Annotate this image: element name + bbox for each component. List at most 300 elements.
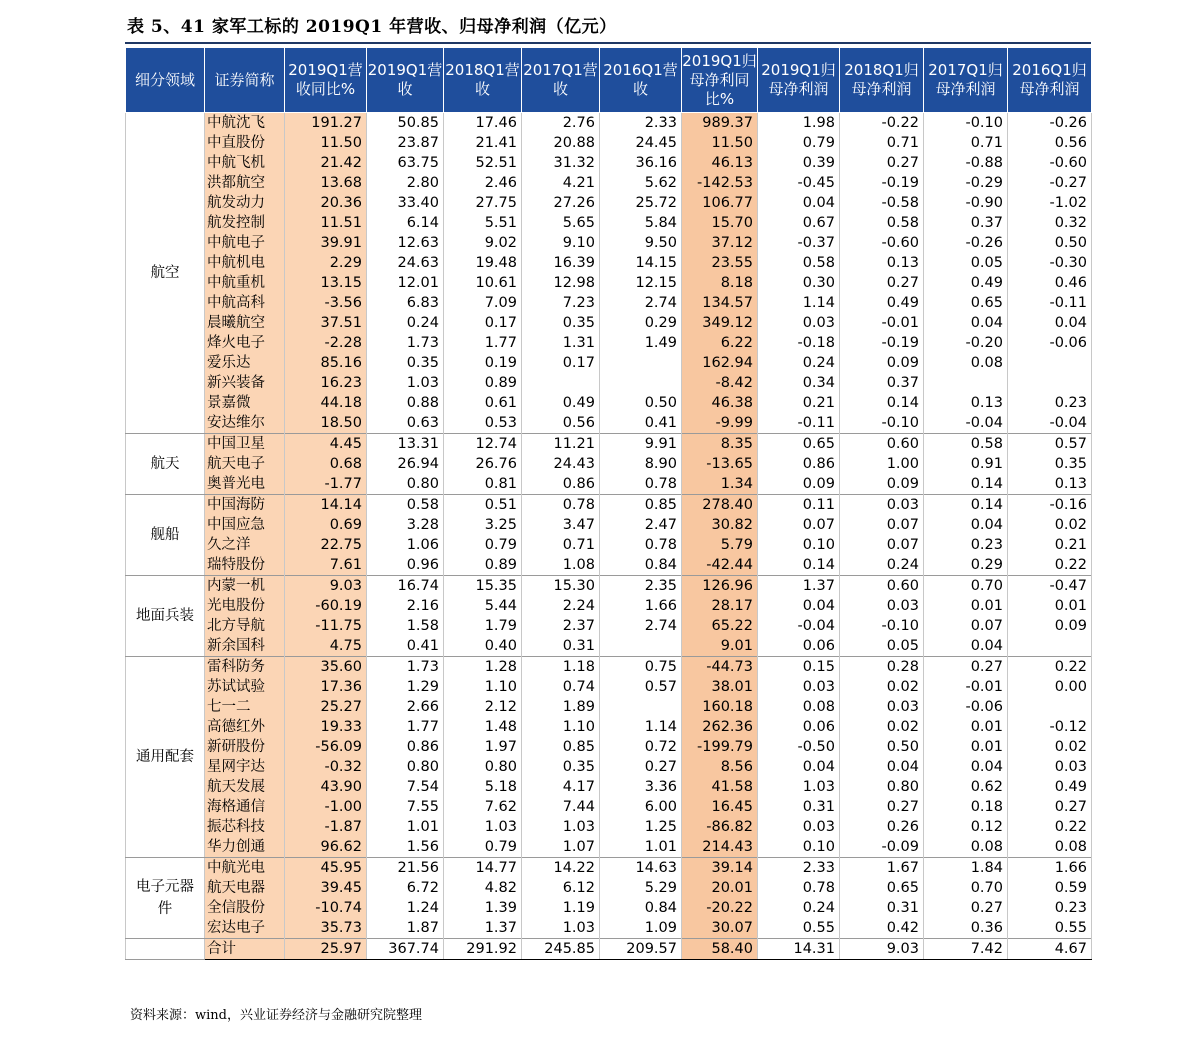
value-cell: -0.10 xyxy=(840,616,924,636)
value-cell: -20.22 xyxy=(682,898,758,918)
value-cell: -9.99 xyxy=(682,413,758,434)
table-row xyxy=(126,737,1092,757)
table-row xyxy=(126,193,1092,213)
total-label: 合计 xyxy=(205,939,285,960)
table-row xyxy=(126,233,1092,253)
security-name: 海格通信 xyxy=(205,797,285,817)
value-cell: 0.06 xyxy=(758,636,840,657)
value-cell: 0.07 xyxy=(758,515,840,535)
value-cell: 0.34 xyxy=(758,373,840,393)
value-cell: 14.14 xyxy=(285,495,367,516)
value-cell: 0.65 xyxy=(840,878,924,898)
value-cell: -0.19 xyxy=(840,173,924,193)
security-name: 新余国科 xyxy=(205,636,285,657)
value-cell: 0.31 xyxy=(522,636,600,657)
value-cell: 8.90 xyxy=(600,454,682,474)
value-cell: 0.70 xyxy=(924,878,1008,898)
value-cell: 12.01 xyxy=(367,273,444,293)
security-name: 全信股份 xyxy=(205,898,285,918)
value-cell: 38.01 xyxy=(682,677,758,697)
value-cell: 2.33 xyxy=(600,113,682,134)
value-cell: 20.36 xyxy=(285,193,367,213)
table-row xyxy=(126,273,1092,293)
financial-table xyxy=(125,47,1092,960)
value-cell: 0.03 xyxy=(840,697,924,717)
value-cell: 4.17 xyxy=(522,777,600,797)
value-cell: 26.94 xyxy=(367,454,444,474)
security-name: 爱乐达 xyxy=(205,353,285,373)
value-cell: 14.22 xyxy=(522,858,600,879)
value-cell: -0.60 xyxy=(1008,153,1092,173)
value-cell: 1.09 xyxy=(600,918,682,939)
value-cell: 278.40 xyxy=(682,495,758,516)
value-cell: 0.80 xyxy=(367,474,444,495)
value-cell: -0.90 xyxy=(924,193,1008,213)
table-row xyxy=(126,777,1092,797)
table-row xyxy=(126,133,1092,153)
value-cell: 0.04 xyxy=(1008,313,1092,333)
value-cell: 0.18 xyxy=(924,797,1008,817)
value-cell: 0.36 xyxy=(924,918,1008,939)
value-cell: 0.19 xyxy=(444,353,522,373)
value-cell: 14.63 xyxy=(600,858,682,879)
table-row xyxy=(126,113,1092,134)
value-cell: -0.20 xyxy=(924,333,1008,353)
value-cell: 25.72 xyxy=(600,193,682,213)
value-cell: 0.01 xyxy=(1008,596,1092,616)
value-cell: 1.03 xyxy=(367,373,444,393)
table-row xyxy=(126,717,1092,737)
value-cell: 1.01 xyxy=(600,837,682,858)
value-cell: 2.66 xyxy=(367,697,444,717)
value-cell: 0.29 xyxy=(600,313,682,333)
value-cell: -0.30 xyxy=(1008,253,1092,273)
security-name: 景嘉微 xyxy=(205,393,285,413)
value-cell: -142.53 xyxy=(682,173,758,193)
value-cell: 0.56 xyxy=(1008,133,1092,153)
header-cell: 2016Q1营收 xyxy=(600,48,682,113)
value-cell: 1.06 xyxy=(367,535,444,555)
security-name: 瑞特股份 xyxy=(205,555,285,576)
security-name: 中航电子 xyxy=(205,233,285,253)
total-row xyxy=(126,939,1092,960)
value-cell: 0.49 xyxy=(522,393,600,413)
value-cell: 0.58 xyxy=(840,213,924,233)
value-cell: 0.50 xyxy=(600,393,682,413)
value-cell: 0.72 xyxy=(600,737,682,757)
value-cell: -11.75 xyxy=(285,616,367,636)
security-name: 中航光电 xyxy=(205,858,285,879)
table-title: 表 5、41 家军工标的 2019Q1 年营收、归母净利润（亿元） xyxy=(127,17,617,37)
security-name: 中航高科 xyxy=(205,293,285,313)
value-cell: 0.21 xyxy=(758,393,840,413)
value-cell: 7.23 xyxy=(522,293,600,313)
value-cell: 0.80 xyxy=(840,777,924,797)
value-cell: 0.28 xyxy=(840,657,924,678)
security-name: 高德红外 xyxy=(205,717,285,737)
value-cell: 191.27 xyxy=(285,113,367,134)
value-cell xyxy=(600,636,682,657)
value-cell: 0.78 xyxy=(600,474,682,495)
value-cell: -0.04 xyxy=(924,413,1008,434)
value-cell: -0.01 xyxy=(840,313,924,333)
value-cell: 39.91 xyxy=(285,233,367,253)
value-cell: 4.21 xyxy=(522,173,600,193)
value-cell: 349.12 xyxy=(682,313,758,333)
value-cell: -0.26 xyxy=(1008,113,1092,134)
security-name: 航天发展 xyxy=(205,777,285,797)
value-cell: 0.03 xyxy=(758,677,840,697)
total-value: 9.03 xyxy=(840,939,924,960)
value-cell xyxy=(1008,697,1092,717)
security-name: 中航机电 xyxy=(205,253,285,273)
header-cell: 2018Q1归母净利润 xyxy=(840,48,924,113)
value-cell: 0.13 xyxy=(924,393,1008,413)
value-cell: 2.16 xyxy=(367,596,444,616)
value-cell: 1.49 xyxy=(600,333,682,353)
value-cell: 0.02 xyxy=(840,677,924,697)
value-cell: 5.44 xyxy=(444,596,522,616)
value-cell: 0.55 xyxy=(1008,918,1092,939)
value-cell: 0.13 xyxy=(1008,474,1092,495)
segment-cell: 航空 xyxy=(126,113,205,434)
segment-cell: 通用配套 xyxy=(126,657,205,858)
value-cell: 1.00 xyxy=(840,454,924,474)
value-cell: 989.37 xyxy=(682,113,758,134)
value-cell: 3.47 xyxy=(522,515,600,535)
value-cell: 50.85 xyxy=(367,113,444,134)
security-name: 新研股份 xyxy=(205,737,285,757)
security-name: 久之洋 xyxy=(205,535,285,555)
value-cell: 0.88 xyxy=(367,393,444,413)
value-cell: 85.16 xyxy=(285,353,367,373)
table-body xyxy=(126,113,1092,960)
value-cell: 0.23 xyxy=(1008,393,1092,413)
value-cell: -8.42 xyxy=(682,373,758,393)
total-value: 14.31 xyxy=(758,939,840,960)
value-cell: 1.37 xyxy=(758,576,840,597)
value-cell: -86.82 xyxy=(682,817,758,837)
value-cell xyxy=(600,373,682,393)
value-cell: 0.35 xyxy=(522,313,600,333)
value-cell: 2.29 xyxy=(285,253,367,273)
value-cell: 5.51 xyxy=(444,213,522,233)
value-cell: 0.27 xyxy=(924,657,1008,678)
total-value: 245.85 xyxy=(522,939,600,960)
value-cell: 2.35 xyxy=(600,576,682,597)
value-cell: 1.14 xyxy=(600,717,682,737)
value-cell: 5.29 xyxy=(600,878,682,898)
value-cell: 0.09 xyxy=(840,353,924,373)
security-name: 星网宇达 xyxy=(205,757,285,777)
value-cell: 0.71 xyxy=(924,133,1008,153)
value-cell: 22.75 xyxy=(285,535,367,555)
table-row xyxy=(126,677,1092,697)
value-cell: 2.74 xyxy=(600,293,682,313)
header-cell: 2019Q1营收同比% xyxy=(285,48,367,113)
value-cell: 1.89 xyxy=(522,697,600,717)
value-cell: 0.01 xyxy=(924,737,1008,757)
value-cell: 3.36 xyxy=(600,777,682,797)
value-cell: 0.08 xyxy=(924,837,1008,858)
value-cell: 23.55 xyxy=(682,253,758,273)
value-cell: 27.26 xyxy=(522,193,600,213)
value-cell: 16.45 xyxy=(682,797,758,817)
value-cell: 0.04 xyxy=(758,193,840,213)
table-row xyxy=(126,817,1092,837)
table-row xyxy=(126,434,1092,455)
segment-cell: 电子元器件 xyxy=(126,858,205,939)
security-name: 光电股份 xyxy=(205,596,285,616)
total-value: 367.74 xyxy=(367,939,444,960)
value-cell: 0.35 xyxy=(522,757,600,777)
header-cell: 2018Q1营收 xyxy=(444,48,522,113)
value-cell: 0.15 xyxy=(758,657,840,678)
value-cell: 15.30 xyxy=(522,576,600,597)
value-cell: 1.03 xyxy=(444,817,522,837)
value-cell: 0.07 xyxy=(840,515,924,535)
value-cell: 126.96 xyxy=(682,576,758,597)
value-cell: 0.59 xyxy=(1008,878,1092,898)
value-cell: 0.05 xyxy=(840,636,924,657)
value-cell: 0.06 xyxy=(758,717,840,737)
value-cell: 0.08 xyxy=(924,353,1008,373)
value-cell: 24.45 xyxy=(600,133,682,153)
security-name: 苏试试验 xyxy=(205,677,285,697)
table-row xyxy=(126,393,1092,413)
value-cell: 2.37 xyxy=(522,616,600,636)
value-cell: 0.27 xyxy=(1008,797,1092,817)
value-cell: -0.11 xyxy=(758,413,840,434)
value-cell: 0.10 xyxy=(758,837,840,858)
value-cell xyxy=(522,373,600,393)
value-cell: 0.96 xyxy=(367,555,444,576)
security-name: 雷科防务 xyxy=(205,657,285,678)
table-row xyxy=(126,173,1092,193)
value-cell: 0.22 xyxy=(1008,817,1092,837)
value-cell: 0.85 xyxy=(600,495,682,516)
value-cell: -0.32 xyxy=(285,757,367,777)
value-cell: 0.07 xyxy=(840,535,924,555)
value-cell: 1.79 xyxy=(444,616,522,636)
value-cell: -0.12 xyxy=(1008,717,1092,737)
security-name: 中航沈飞 xyxy=(205,113,285,134)
value-cell: 0.09 xyxy=(1008,616,1092,636)
header-row xyxy=(126,48,1092,113)
value-cell: 14.15 xyxy=(600,253,682,273)
value-cell: 11.50 xyxy=(285,133,367,153)
value-cell: -0.18 xyxy=(758,333,840,353)
value-cell: 2.12 xyxy=(444,697,522,717)
value-cell: 1.56 xyxy=(367,837,444,858)
value-cell: 30.07 xyxy=(682,918,758,939)
table-row xyxy=(126,413,1092,434)
value-cell: 1.73 xyxy=(367,657,444,678)
value-cell: -0.88 xyxy=(924,153,1008,173)
value-cell: 5.18 xyxy=(444,777,522,797)
value-cell: 0.02 xyxy=(1008,737,1092,757)
total-value: 7.42 xyxy=(924,939,1008,960)
value-cell: 8.18 xyxy=(682,273,758,293)
value-cell: 1.39 xyxy=(444,898,522,918)
table-row xyxy=(126,616,1092,636)
value-cell: 0.22 xyxy=(1008,555,1092,576)
value-cell: 35.60 xyxy=(285,657,367,678)
value-cell: -0.47 xyxy=(1008,576,1092,597)
value-cell: 0.11 xyxy=(758,495,840,516)
value-cell: 0.62 xyxy=(924,777,1008,797)
total-value: 209.57 xyxy=(600,939,682,960)
value-cell: 1.87 xyxy=(367,918,444,939)
value-cell: -0.10 xyxy=(840,413,924,434)
value-cell: 5.62 xyxy=(600,173,682,193)
value-cell: 1.24 xyxy=(367,898,444,918)
table-row xyxy=(126,153,1092,173)
value-cell: 9.01 xyxy=(682,636,758,657)
value-cell: -0.26 xyxy=(924,233,1008,253)
value-cell: 1.03 xyxy=(522,918,600,939)
segment-cell: 地面兵装 xyxy=(126,576,205,657)
value-cell: 1.77 xyxy=(367,717,444,737)
header-cell: 证券简称 xyxy=(205,48,285,113)
value-cell: -56.09 xyxy=(285,737,367,757)
value-cell: 0.03 xyxy=(758,817,840,837)
value-cell: 0.49 xyxy=(1008,777,1092,797)
value-cell: 0.24 xyxy=(758,353,840,373)
table-row xyxy=(126,454,1092,474)
value-cell: 7.09 xyxy=(444,293,522,313)
value-cell: 43.90 xyxy=(285,777,367,797)
value-cell: 5.65 xyxy=(522,213,600,233)
value-cell: 0.49 xyxy=(924,273,1008,293)
value-cell: 0.03 xyxy=(758,313,840,333)
value-cell: -1.00 xyxy=(285,797,367,817)
value-cell: 1.73 xyxy=(367,333,444,353)
value-cell: 0.35 xyxy=(367,353,444,373)
value-cell: 17.36 xyxy=(285,677,367,697)
value-cell: 12.98 xyxy=(522,273,600,293)
value-cell: 0.51 xyxy=(444,495,522,516)
value-cell: 160.18 xyxy=(682,697,758,717)
value-cell: 1.03 xyxy=(522,817,600,837)
value-cell: 13.15 xyxy=(285,273,367,293)
value-cell: 0.71 xyxy=(840,133,924,153)
value-cell: 12.63 xyxy=(367,233,444,253)
table-row xyxy=(126,535,1092,555)
value-cell: 4.82 xyxy=(444,878,522,898)
table-row xyxy=(126,878,1092,898)
value-cell: 21.56 xyxy=(367,858,444,879)
value-cell: 0.08 xyxy=(1008,837,1092,858)
table-row xyxy=(126,253,1092,273)
value-cell: 24.43 xyxy=(522,454,600,474)
value-cell: 0.04 xyxy=(924,515,1008,535)
value-cell: 0.60 xyxy=(840,576,924,597)
value-cell: 1.31 xyxy=(522,333,600,353)
value-cell: 1.03 xyxy=(758,777,840,797)
total-value: 25.97 xyxy=(285,939,367,960)
table-row xyxy=(126,333,1092,353)
table-row xyxy=(126,596,1092,616)
value-cell: 0.01 xyxy=(924,596,1008,616)
value-cell: 30.82 xyxy=(682,515,758,535)
value-cell: 0.31 xyxy=(758,797,840,817)
value-cell: 7.54 xyxy=(367,777,444,797)
value-cell: 20.88 xyxy=(522,133,600,153)
value-cell: 10.61 xyxy=(444,273,522,293)
value-cell: 18.50 xyxy=(285,413,367,434)
value-cell: 0.26 xyxy=(840,817,924,837)
security-name: 航发动力 xyxy=(205,193,285,213)
header-cell: 2017Q1归母净利润 xyxy=(924,48,1008,113)
value-cell: 35.73 xyxy=(285,918,367,939)
value-cell: 0.31 xyxy=(840,898,924,918)
value-cell: 0.56 xyxy=(522,413,600,434)
value-cell: 6.72 xyxy=(367,878,444,898)
value-cell: 0.46 xyxy=(1008,273,1092,293)
value-cell: 44.18 xyxy=(285,393,367,413)
value-cell xyxy=(924,373,1008,393)
table-row xyxy=(126,353,1092,373)
value-cell: 0.04 xyxy=(924,757,1008,777)
value-cell: 1.01 xyxy=(367,817,444,837)
value-cell: 0.63 xyxy=(367,413,444,434)
table-row xyxy=(126,576,1092,597)
value-cell: 46.38 xyxy=(682,393,758,413)
value-cell: 134.57 xyxy=(682,293,758,313)
value-cell: 4.75 xyxy=(285,636,367,657)
table-row xyxy=(126,293,1092,313)
value-cell: 9.03 xyxy=(285,576,367,597)
value-cell: 1.08 xyxy=(522,555,600,576)
value-cell: 0.41 xyxy=(367,636,444,657)
value-cell: 0.04 xyxy=(840,757,924,777)
value-cell: -0.22 xyxy=(840,113,924,134)
value-cell: 0.42 xyxy=(840,918,924,939)
value-cell: 1.10 xyxy=(522,717,600,737)
value-cell: -199.79 xyxy=(682,737,758,757)
value-cell: 0.03 xyxy=(840,596,924,616)
value-cell: 20.01 xyxy=(682,878,758,898)
security-name: 中国卫星 xyxy=(205,434,285,455)
value-cell: 16.74 xyxy=(367,576,444,597)
value-cell: 214.43 xyxy=(682,837,758,858)
value-cell: 1.07 xyxy=(522,837,600,858)
value-cell: 0.14 xyxy=(840,393,924,413)
value-cell: 7.62 xyxy=(444,797,522,817)
value-cell: 11.50 xyxy=(682,133,758,153)
value-cell: -0.58 xyxy=(840,193,924,213)
value-cell: 1.29 xyxy=(367,677,444,697)
value-cell: 0.27 xyxy=(924,898,1008,918)
value-cell: 1.37 xyxy=(444,918,522,939)
value-cell: 6.22 xyxy=(682,333,758,353)
security-name: 宏达电子 xyxy=(205,918,285,939)
value-cell: 0.29 xyxy=(924,555,1008,576)
segment-cell: 舰船 xyxy=(126,495,205,576)
security-name: 航天电器 xyxy=(205,878,285,898)
value-cell: 0.04 xyxy=(758,596,840,616)
value-cell: 0.67 xyxy=(758,213,840,233)
value-cell: 8.56 xyxy=(682,757,758,777)
value-cell: -0.09 xyxy=(840,837,924,858)
table-row xyxy=(126,697,1092,717)
value-cell: 3.25 xyxy=(444,515,522,535)
value-cell: -2.28 xyxy=(285,333,367,353)
value-cell: 7.61 xyxy=(285,555,367,576)
value-cell: 7.44 xyxy=(522,797,600,817)
value-cell: 12.15 xyxy=(600,273,682,293)
